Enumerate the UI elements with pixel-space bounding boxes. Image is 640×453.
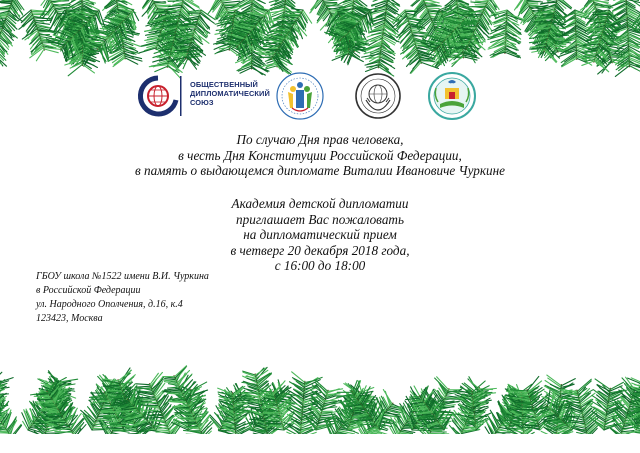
pine-needle bbox=[321, 412, 331, 413]
pine-needle bbox=[185, 426, 198, 427]
occasion-text bbox=[0, 132, 640, 179]
pine-needle bbox=[219, 47, 229, 49]
pine-needle bbox=[38, 399, 52, 400]
pine-needle bbox=[165, 379, 176, 380]
public-diplomatic-union-logo bbox=[134, 70, 270, 122]
school-1522-logo bbox=[424, 70, 480, 122]
pine-needle bbox=[0, 16, 7, 17]
pine-needle bbox=[327, 394, 340, 395]
pine-needle bbox=[323, 0, 338, 1]
pine-needle bbox=[460, 32, 474, 33]
pine-needle bbox=[35, 20, 52, 21]
pine-needle bbox=[154, 430, 168, 431]
pine-needle bbox=[136, 384, 150, 385]
pine-needle bbox=[346, 398, 356, 399]
pine-needle bbox=[610, 55, 621, 56]
pine-needle bbox=[255, 368, 265, 375]
invitation-line: с 16:00 до 18:00 bbox=[274, 258, 366, 274]
logo-osd-text bbox=[190, 80, 270, 107]
pine-needle bbox=[108, 397, 125, 398]
pine-needle bbox=[257, 373, 271, 383]
occasion-line: в память о выдающемся дипломате Виталии Ивановиче Чуркине bbox=[134, 163, 506, 179]
pine-needle bbox=[41, 398, 51, 399]
pine-needle bbox=[181, 422, 196, 423]
pine-needle bbox=[562, 58, 577, 66]
pine-needle bbox=[107, 420, 119, 421]
pine-needle bbox=[277, 21, 296, 22]
occasion-line: в честь Дня Конституции Российской Федерации, bbox=[178, 147, 462, 163]
logo-osd-line: ДИПЛОМАТИЧЕСКИЙ bbox=[190, 89, 270, 98]
pine-needle bbox=[168, 1, 183, 2]
invitation-line: Академия детской дипломатии bbox=[231, 196, 409, 211]
pine-needle bbox=[424, 0, 435, 1]
children-academy-logo bbox=[274, 70, 326, 122]
pine-needle bbox=[431, 430, 442, 431]
pine-needle bbox=[0, 432, 8, 433]
pine-needle bbox=[155, 3, 166, 4]
pine-needle bbox=[426, 6, 440, 7]
pine-needle bbox=[0, 8, 10, 9]
pine-needle bbox=[135, 386, 150, 387]
invitation-text bbox=[0, 196, 640, 274]
invitation-line: в четверг 20 декабря 2018 года, bbox=[230, 242, 410, 258]
pine-needle bbox=[244, 23, 258, 24]
pine-needle bbox=[420, 61, 435, 62]
pine-needle bbox=[534, 21, 552, 22]
pine-needle bbox=[141, 402, 157, 403]
diplomatic-academy-emblem bbox=[352, 70, 404, 122]
pine-needle bbox=[185, 23, 197, 24]
invitation-line: приглашает Вас пожаловать bbox=[236, 211, 404, 227]
pine-needle bbox=[113, 58, 125, 67]
pine-needle bbox=[366, 57, 380, 59]
pine-needle bbox=[1, 3, 11, 4]
pine-needle bbox=[541, 2, 556, 3]
invitation-line: на дипломатический прием bbox=[243, 227, 397, 243]
pine-needle bbox=[328, 389, 343, 392]
pine-needle bbox=[291, 9, 303, 10]
address-line: в Российской Федерации bbox=[36, 285, 141, 296]
pine-needle bbox=[593, 1, 608, 3]
venue-address bbox=[36, 270, 209, 326]
logo-osd-line: ОБЩЕСТВЕННЫЙ bbox=[190, 80, 258, 89]
address-line: ГБОУ школа №1522 имени В.И. Чуркина bbox=[36, 271, 209, 282]
pine-needle bbox=[125, 58, 138, 65]
pine-needle bbox=[166, 392, 182, 393]
pine-needle bbox=[323, 407, 337, 409]
pine-needle bbox=[317, 425, 329, 426]
pine-needle bbox=[169, 5, 182, 6]
pine-needle bbox=[54, 422, 67, 423]
pine-needle bbox=[468, 16, 480, 17]
pine-needle bbox=[528, 3, 538, 4]
pine-needle bbox=[106, 428, 123, 429]
pine-needle bbox=[263, 411, 279, 412]
pine-needle bbox=[588, 32, 603, 33]
pine-garland-top bbox=[0, 0, 640, 80]
pine-needle bbox=[463, 21, 479, 22]
address-line: ул. Народного Ополчения, д.16, к.4 bbox=[36, 299, 183, 310]
logo-osd-line: СОЮЗ bbox=[190, 98, 214, 107]
pine-needle bbox=[355, 420, 374, 421]
pine-needle bbox=[319, 419, 332, 420]
pine-needle bbox=[188, 19, 198, 20]
pine-needle bbox=[44, 49, 58, 53]
pine-needle bbox=[435, 378, 448, 391]
pine-needle bbox=[168, 387, 180, 388]
pine-needle bbox=[156, 5, 170, 6]
pine-needle bbox=[139, 48, 156, 53]
pine-needle bbox=[338, 0, 354, 5]
pine-needle bbox=[285, 1, 299, 12]
pine-needle bbox=[55, 421, 66, 422]
pine-garland-bottom bbox=[0, 364, 640, 434]
partner-logos bbox=[0, 70, 640, 122]
occasion-line: По случаю Дня прав человека, bbox=[236, 132, 404, 147]
address-line: 123423, Москва bbox=[36, 313, 103, 324]
pine-needle bbox=[459, 42, 470, 43]
